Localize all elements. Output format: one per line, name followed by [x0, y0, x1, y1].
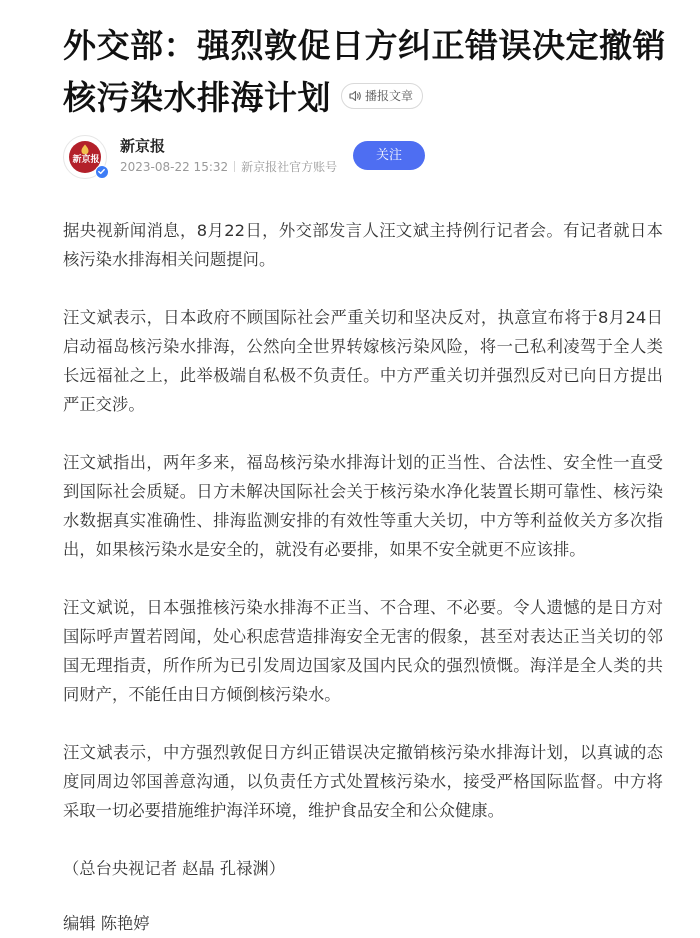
article-title [63, 20, 673, 124]
account-type: 新京报社官方账号 [241, 160, 338, 174]
play-article-button[interactable] [341, 83, 423, 109]
article-body [63, 216, 663, 938]
author-name[interactable]: 新京报 [120, 137, 166, 155]
meta-divider [234, 161, 235, 172]
paragraph: 汪文斌说，日本强推核污染水排海不正当、不合理、不必要。令人遗憾的是日方对国际呼声置若罔闻，处心积虑营造排海安全无害的假象，甚至对表达正当关切的邻国无理指责，所作所为已引发周边国家及国内民众的强烈愤慨。海洋是全人类的共同财产，不能任由日方倾倒核污染水。 [63, 598, 663, 704]
follow-button[interactable]: 关注 [353, 141, 425, 170]
article-title-text: 外交部：强烈敦促日方纠正错误决定撤销核污染水排海计划 [63, 26, 666, 117]
paragraph: 汪文斌表示，日本政府不顾国际社会严重关切和坚决反对，执意宣布将于8月24日启动福岛核污染水排海，公然向全世界转嫁核污染风险，将一己私利凌驾于全人类长远福祉之上，此举极端自私极不负责任。中方严重关切并强烈反对已向日方提出严正交涉。 [63, 308, 663, 414]
play-article-label: 播报文章 [365, 88, 414, 103]
editor-credit: 编辑 陈艳婷 [63, 914, 150, 933]
flame-icon [80, 144, 90, 155]
paragraph: 汪文斌表示，中方强烈敦促日方纠正错误决定撤销核污染水排海计划，以真诚的态度同周边邻国善意沟通，以负责任方式处置核污染水，接受严格国际监督。中方将采取一切必要措施维护海洋环境，维护食品安全和公众健康。 [63, 743, 663, 820]
author-meta [120, 159, 337, 175]
speaker-icon [349, 90, 362, 102]
reporter-credit: （总台央视记者 赵晶 孔禄渊） [63, 859, 286, 878]
verified-icon [95, 165, 109, 179]
paragraph: 据央视新闻消息，8月22日，外交部发言人汪文斌主持例行记者会。有记者就日本核污染水排海相关问题提问。 [63, 221, 663, 269]
publish-datetime: 2023-08-22 15:32 [120, 160, 229, 174]
avatar-logo-text: 新京报 [72, 155, 100, 165]
author-row [63, 135, 463, 179]
paragraph: 汪文斌指出，两年多来，福岛核污染水排海计划的正当性、合法性、安全性一直受到国际社会质疑。日方未解决国际社会关于核污染水净化装置长期可靠性、核污染水数据真实准确性、排海监测安排的有效性等重大关切，中方等利益攸关方多次指出，如果核污染水是安全的，就没有必要排，如果不安全就更不应该排。 [63, 453, 663, 559]
